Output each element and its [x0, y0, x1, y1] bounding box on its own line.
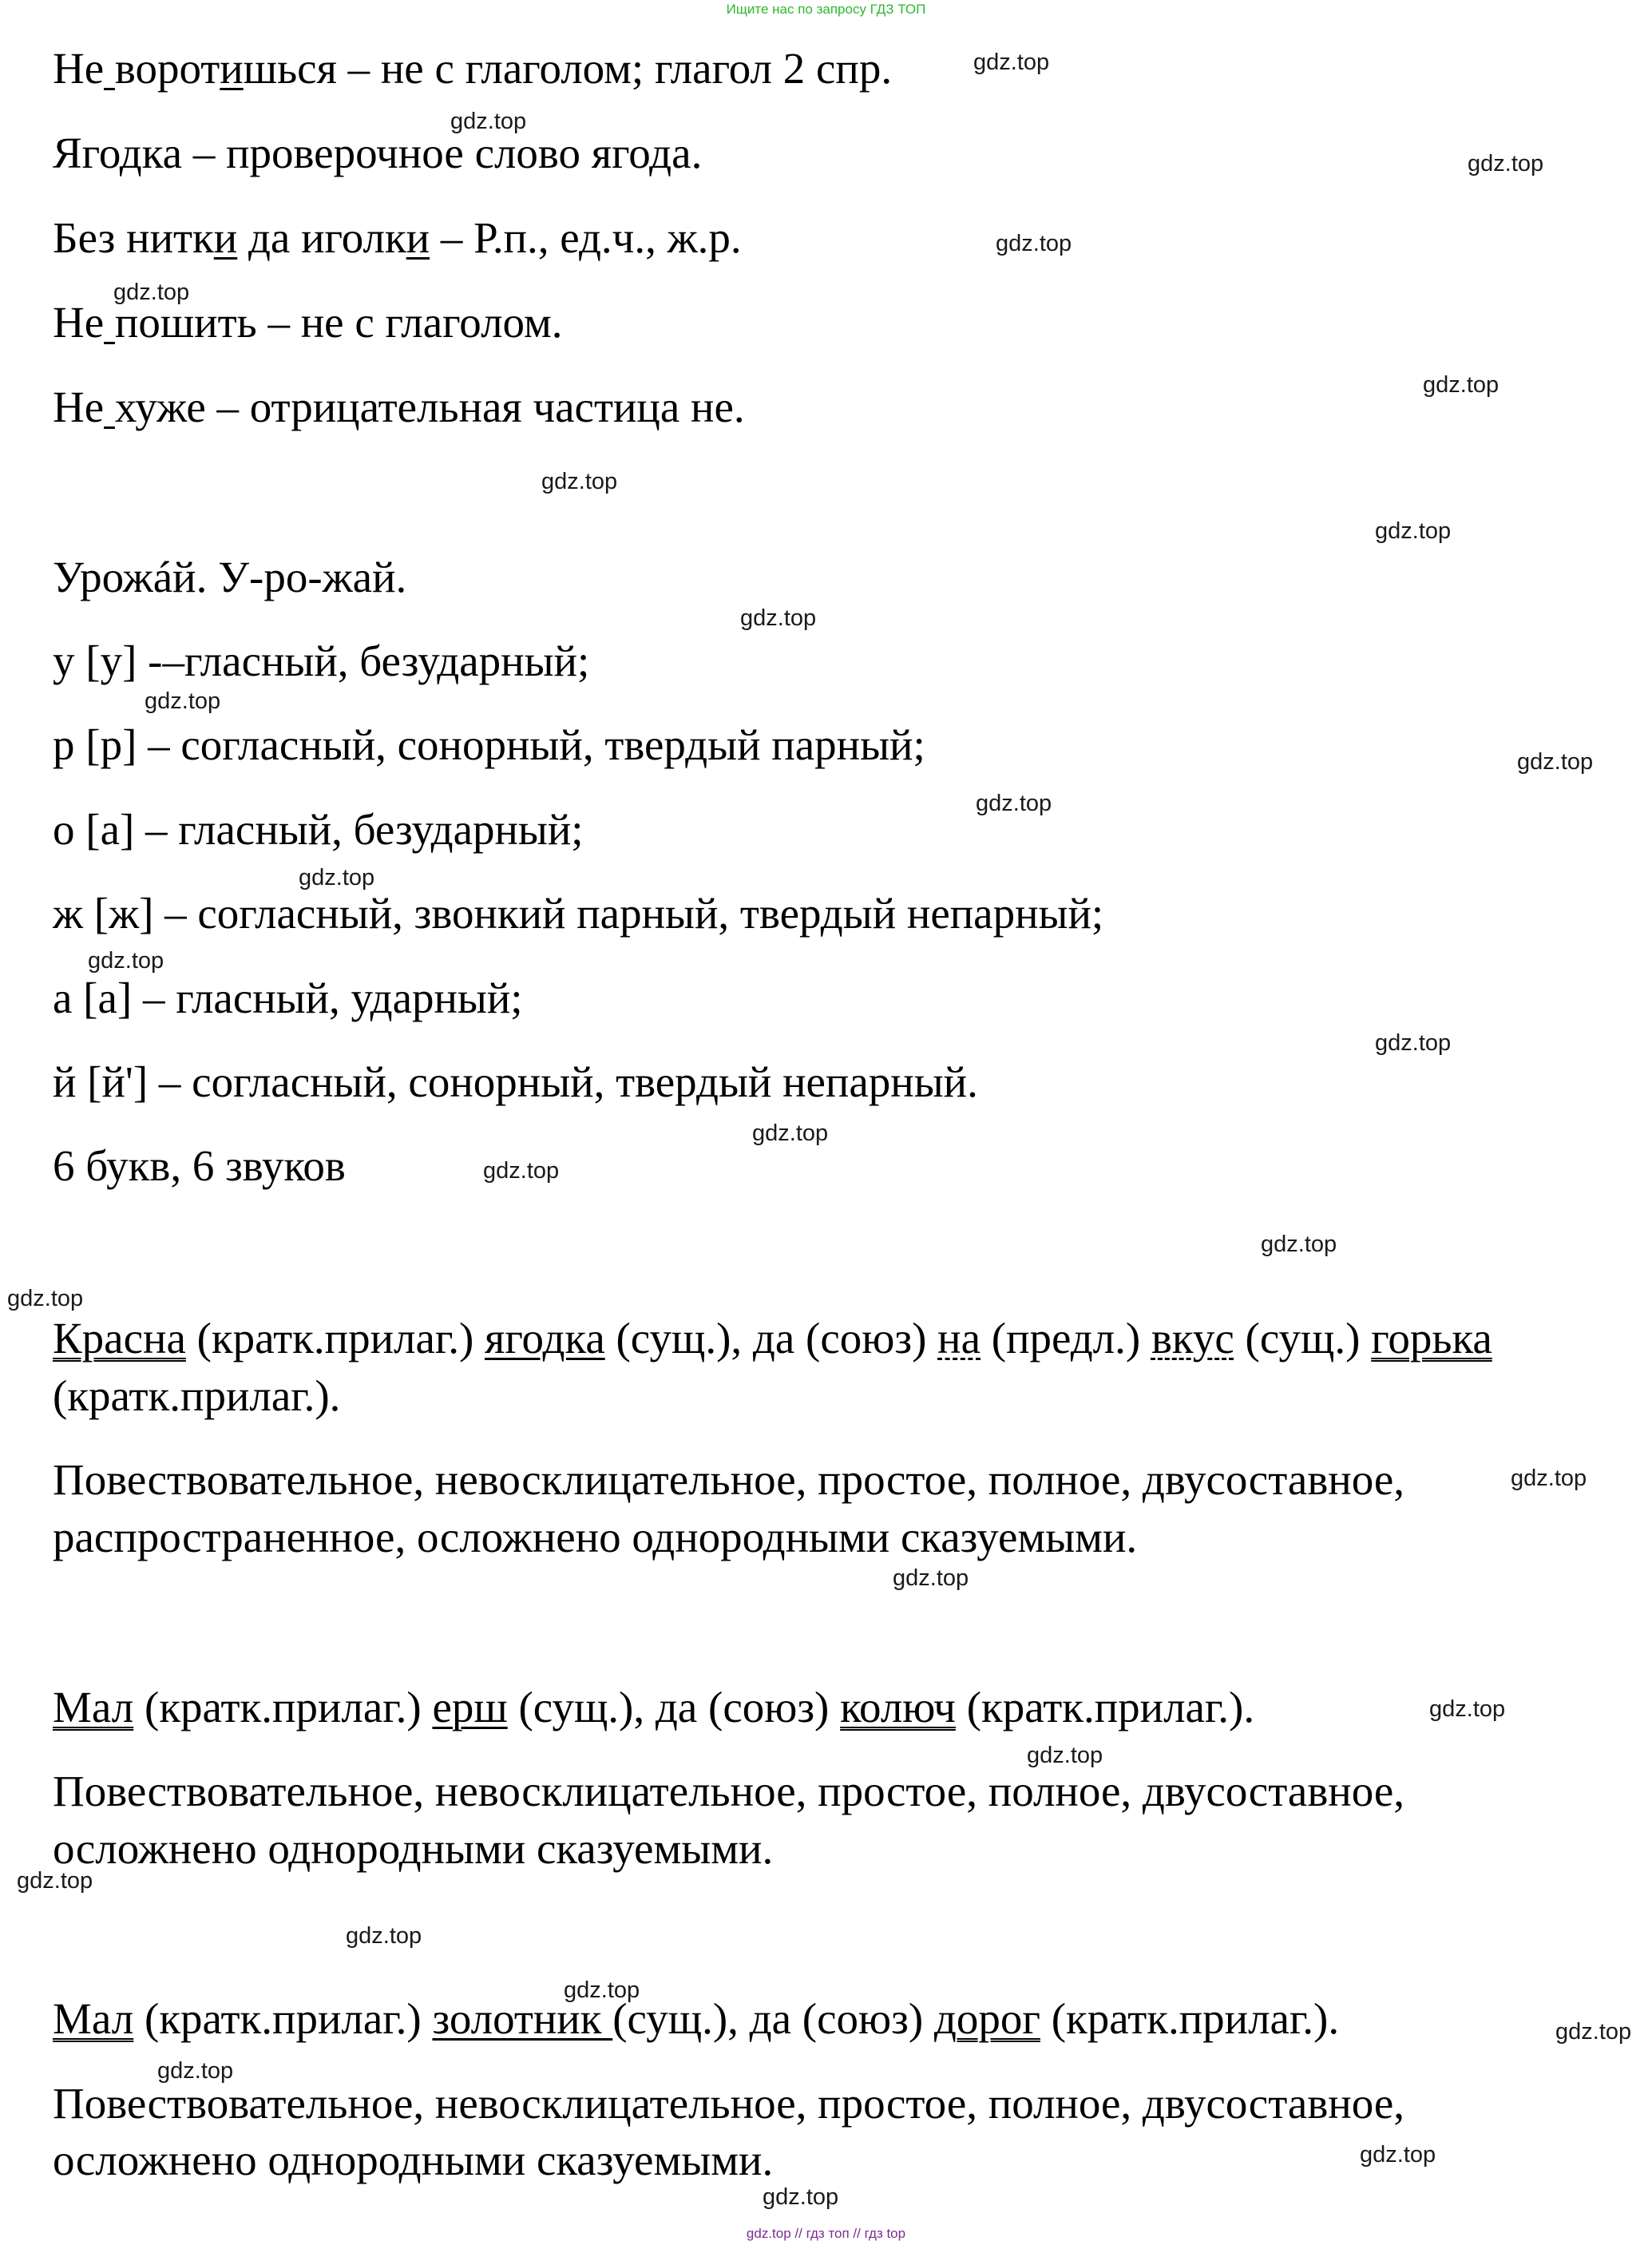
watermark: gdz.top [976, 791, 1052, 816]
underlined-letter: д [119, 129, 142, 177]
text-segment: (сущ.) [1234, 1314, 1372, 1362]
watermark: gdz.top [1375, 518, 1452, 544]
watermark: gdz.top [483, 1158, 560, 1184]
line-ne-vorotishsya [53, 44, 893, 93]
watermark: gdz.top [299, 865, 375, 890]
phonetic-title: Урожáй. У-ро-жай. [53, 553, 407, 601]
watermark: gdz.top [1360, 2142, 1436, 2168]
watermark: gdz.top [1429, 1696, 1506, 1722]
watermark: gdz.top [752, 1121, 829, 1146]
watermark: gdz.top [973, 50, 1050, 75]
line-ne-poshit [53, 298, 563, 347]
text-segment: (сущ.), да (союз) [604, 1314, 938, 1362]
subject-word: ерш [432, 1683, 508, 1731]
text-segment: (кратк.прилаг.). [1040, 1994, 1340, 2043]
sound-row: о [а] – гласный, безударный; [53, 805, 584, 854]
text-segment: пошить – не с глаголом. [114, 298, 563, 347]
sound-row: у [у] -–гласный, безударный; [53, 637, 590, 685]
text-segment: ворот [114, 44, 220, 93]
watermark: gdz.top [145, 688, 221, 714]
text-segment: ка – проверочное слово ягода. [141, 129, 703, 177]
predicate-word: Мал [53, 1994, 134, 2043]
text-segment: (предл.) [981, 1314, 1151, 1362]
watermark: gdz.top [564, 1977, 640, 2003]
text-segment: Не [53, 383, 105, 431]
text-segment: – Р.п., ед.ч., ж.р. [430, 213, 742, 262]
preposition-word: на [937, 1314, 981, 1362]
underlined-letter: и [213, 213, 238, 262]
watermark: gdz.top [541, 469, 618, 494]
text-segment: (кратк.прилаг.) [133, 1683, 433, 1731]
text-segment: хуже – отрицательная частица не. [114, 383, 745, 431]
predicate-word: горька [1371, 1314, 1492, 1362]
text-segment: да иголк [237, 213, 406, 262]
line-ne-khuzhe [53, 385, 745, 429]
sentence-description-3b: осложнено однородными сказуемыми. [53, 2136, 774, 2184]
sentence-description-1b: распространенное, осложнено однородными сказуемыми. [53, 1513, 1138, 1561]
predicate-word: Мал [53, 1683, 134, 1731]
text-segment: (кратк.прилаг.) [185, 1314, 485, 1362]
text-segment: (сущ.), да (союз) [612, 1994, 934, 2043]
watermark: gdz.top [113, 280, 190, 305]
subject-word: ягодка [485, 1314, 605, 1362]
underlined-letter: и [220, 44, 244, 93]
watermark: gdz.top [893, 1565, 969, 1591]
sentence-parse-3 [53, 1994, 1340, 2043]
underlined-letter: и [406, 213, 430, 262]
predicate-word: колюч [840, 1683, 956, 1731]
object-word: вкус [1151, 1314, 1234, 1362]
watermark: gdz.top [1555, 2019, 1632, 2045]
subject-word: золотник [432, 1994, 613, 2043]
underlined-space [104, 383, 115, 431]
letters-sounds-summary: 6 букв, 6 звуков [53, 1141, 346, 1190]
sentence-parse-1 [53, 1316, 1492, 1360]
watermark: gdz.top [7, 1286, 84, 1311]
line-bez-nitki [53, 213, 742, 262]
watermark: gdz.top [996, 231, 1072, 256]
sentence-parse-1-cont: (кратк.прилаг.). [53, 1371, 341, 1420]
watermark: gdz.top [157, 2058, 234, 2084]
text-segment: Яго [53, 129, 120, 177]
watermark: gdz.top [763, 2184, 839, 2210]
bottom-banner: gdz.top // гдз топ // гдз top [746, 2226, 906, 2241]
watermark: gdz.top [450, 109, 527, 134]
text-segment: (сущ.), да (союз) [507, 1683, 841, 1731]
watermark: gdz.top [346, 1923, 422, 1949]
top-banner: Ищите нас по запросу ГДЗ ТОП [726, 2, 926, 17]
sound-row: р [р] – согласный, сонорный, твердый парный; [53, 720, 925, 769]
underlined-space [104, 44, 115, 93]
watermark: gdz.top [17, 1868, 93, 1894]
sentence-parse-2 [53, 1685, 1254, 1729]
sound-row: й [й'] – согласный, сонорный, твердый непарный. [53, 1057, 978, 1106]
sentence-description-1a: Повествовательное, невосклицательное, простое, полное, двусоставное, [53, 1455, 1405, 1504]
sentence-description-2a: Повествовательное, невосклицательное, простое, полное, двусоставное, [53, 1767, 1405, 1815]
text-segment: Не [53, 44, 105, 93]
watermark: gdz.top [1375, 1030, 1452, 1056]
text-segment: (кратк.прилаг.) [133, 1994, 433, 2043]
text-segment: Не [53, 298, 105, 347]
watermark: gdz.top [1511, 1466, 1587, 1491]
watermark: gdz.top [1261, 1232, 1337, 1257]
sentence-description-3a: Повествовательное, невосклицательное, простое, полное, двусоставное, [53, 2079, 1405, 2128]
line-yagodka [53, 131, 702, 175]
text-segment: шься – не с глаголом; глагол 2 спр. [243, 44, 893, 93]
underlined-space [104, 298, 115, 347]
predicate-word: дорог [933, 1994, 1040, 2043]
sound-row: ж [ж] – согласный, звонкий парный, твердый непарный; [53, 889, 1104, 938]
text-segment: Без нитк [53, 213, 214, 262]
predicate-word: Красна [53, 1314, 186, 1362]
watermark: gdz.top [1027, 1743, 1103, 1768]
watermark: gdz.top [1517, 749, 1594, 775]
watermark: gdz.top [740, 605, 817, 631]
sound-row: а [а] – гласный, ударный; [53, 974, 523, 1022]
watermark: gdz.top [88, 948, 164, 974]
watermark: gdz.top [1468, 151, 1544, 177]
sentence-description-2b: осложнено однородными сказуемыми. [53, 1824, 774, 1873]
watermark: gdz.top [1423, 372, 1499, 398]
text-segment: (кратк.прилаг.). [955, 1683, 1255, 1731]
